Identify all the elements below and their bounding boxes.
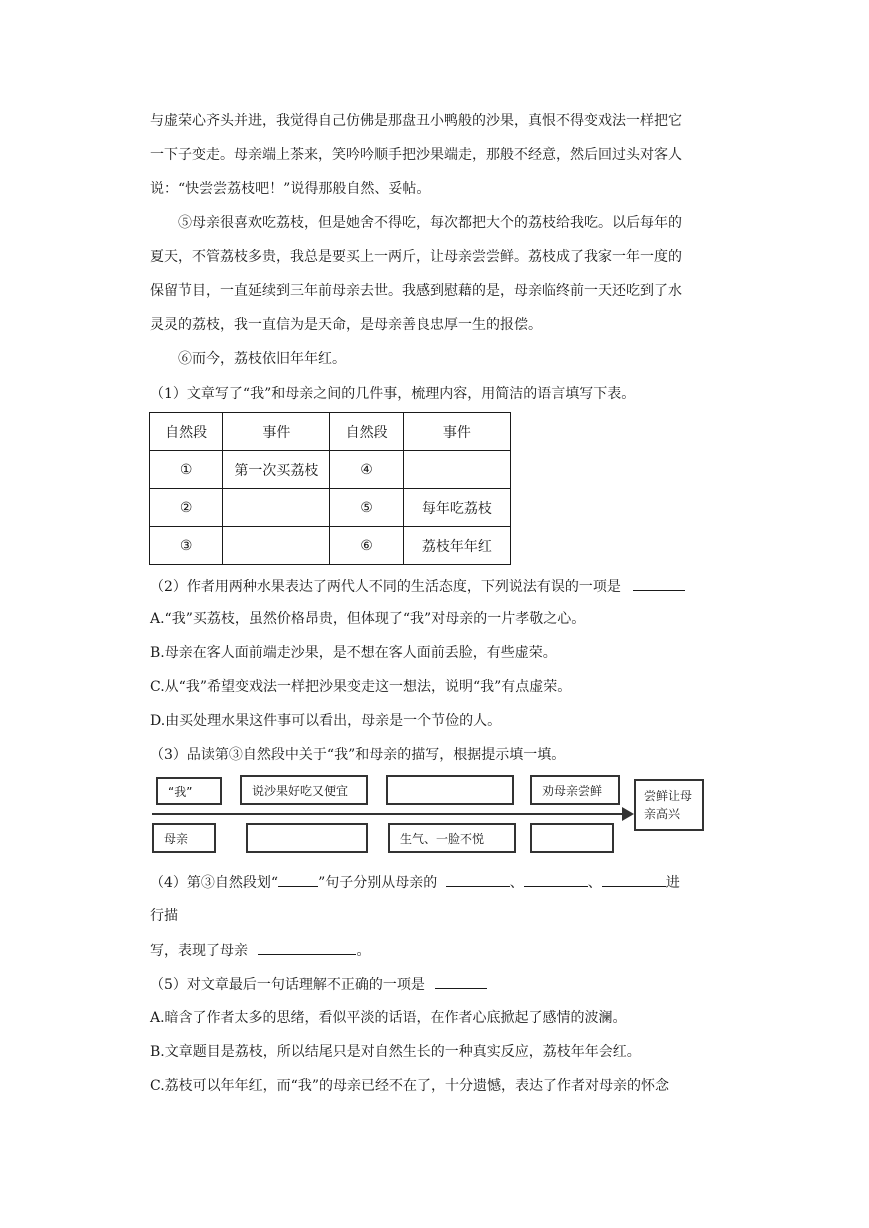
table-header-cell: 自然段 [150, 413, 223, 451]
passage-line: 一下子变走。母亲端上茶来，笑吟吟顺手把沙果端走，那般不经意，然后回过头对客人 [150, 147, 682, 163]
question-5-stem [150, 974, 487, 995]
question-3-stem: （3）品读第③自然段中关于“我”和母亲的描写，根据提示填一填。 [150, 747, 566, 763]
question-4-line3 [150, 940, 370, 961]
passage-line: 与虚荣心齐头并进，我觉得自己仿佛是那盘丑小鸭般的沙果，真恨不得变戏法一样把它 [150, 113, 682, 129]
table-cell: 荔枝年年红 [403, 527, 510, 565]
table-cell-blank[interactable] [223, 527, 330, 565]
passage-line: 保留节目，一直延续到三年前母亲去世。我感到慰藉的是，母亲临终前一天还吃到了水 [150, 283, 682, 299]
answer-blank[interactable] [258, 940, 356, 955]
passage-line: ⑤母亲很喜欢吃荔枝，但是她舍不得吃，每次都把大个的荔枝给我吃。以后每年的 [178, 215, 682, 231]
flow-box-mother-1-blank[interactable] [246, 823, 368, 853]
answer-blank[interactable] [602, 872, 666, 887]
separator: 、 [509, 875, 524, 891]
question-5-text: （5）对文章最后一句话理解不正确的一项是 [150, 977, 425, 993]
question-4-stem [150, 872, 680, 893]
flow-box-mother-2: 生气、一脸不悦 [388, 823, 516, 853]
option-c: C.荔枝可以年年红，而“我”的母亲已经不在了，十分遗憾，表达了作者对母亲的怀念 [150, 1078, 669, 1094]
table-cell: ④ [330, 451, 403, 489]
table-cell-blank[interactable] [223, 489, 330, 527]
answer-blank[interactable] [446, 872, 510, 887]
table-cell: ③ [150, 527, 223, 565]
flow-box-me-2-blank[interactable] [386, 775, 514, 805]
table-row [150, 527, 511, 565]
option-c: C.从“我”希望变戏法一样把沙果变走这一想法，说明“我”有点虚荣。 [150, 679, 572, 695]
option-b: B.母亲在客人面前端走沙果，是不想在客人面前丢脸，有些虚荣。 [150, 645, 557, 661]
flow-box-me-1: 说沙果好吃又便宜 [240, 775, 368, 805]
answer-blank[interactable] [435, 974, 487, 989]
separator: 、 [587, 875, 602, 891]
table-cell: ⑥ [330, 527, 403, 565]
question-2-text: （2）作者用两种水果表达了两代人不同的生活态度，下列说法有误的一项是 [150, 579, 621, 595]
events-table [149, 412, 511, 565]
flow-box-mother-3-blank[interactable] [530, 823, 614, 853]
table-header-row [150, 413, 511, 451]
question-4-part: 进 [665, 875, 680, 891]
option-a: A.暗含了作者太多的思绪，看似平淡的话语，在作者心底掀起了感情的波澜。 [150, 1010, 627, 1026]
option-b: B.文章题目是荔枝，所以结尾只是对自然生长的一种真实反应，荔枝年年会红。 [150, 1044, 641, 1060]
flow-arrow-line [152, 813, 626, 815]
passage-line: 灵灵的荔枝，我一直信为是天命，是母亲善良忠厚一生的报偿。 [150, 317, 542, 333]
question-4-part: ”句子分别从母亲的 [318, 875, 438, 891]
option-d: D.由买处理水果这件事可以看出，母亲是一个节俭的人。 [150, 713, 502, 729]
flow-box-result [634, 779, 704, 831]
table-row [150, 451, 511, 489]
question-2-stem [150, 576, 685, 597]
question-4-line2: 行描 [150, 908, 178, 924]
table-row [150, 489, 511, 527]
table-header-cell: 自然段 [330, 413, 403, 451]
question-4-part: 。 [356, 943, 371, 959]
arrow-right-icon [622, 807, 634, 821]
table-cell: ② [150, 489, 223, 527]
question-4-part: （4）第③自然段划“ [150, 875, 279, 891]
table-cell: 第一次买荔枝 [223, 451, 330, 489]
question-4-part: 写，表现了母亲 [150, 943, 248, 959]
answer-blank[interactable] [633, 576, 685, 591]
flow-box-me-3: 劝母亲尝鲜 [530, 775, 620, 805]
answer-blank[interactable] [278, 872, 318, 887]
table-cell: ⑤ [330, 489, 403, 527]
table-header-cell: 事件 [223, 413, 330, 451]
table-cell: 每年吃荔枝 [403, 489, 510, 527]
table-header-cell: 事件 [403, 413, 510, 451]
passage-line: 说：“快尝尝荔枝吧！”说得那般自然、妥帖。 [150, 181, 431, 197]
flow-result-text: 尝鲜让母亲高兴 [644, 789, 693, 821]
option-a: A.“我”买荔枝，虽然价格昂贵，但体现了“我”对母亲的一片孝敬之心。 [150, 611, 586, 627]
question-1-stem: （1）文章写了“我”和母亲之间的几件事，梳理内容，用简洁的语言填写下表。 [150, 386, 636, 402]
flow-diagram [150, 773, 706, 855]
passage-line: 夏天，不管荔枝多贵，我总是要买上一两斤，让母亲尝尝鲜。荔枝成了我家一年一度的 [150, 249, 682, 265]
flow-box-me: “我” [156, 777, 222, 805]
table-cell-blank[interactable] [403, 451, 510, 489]
passage-line: ⑥而今，荔枝依旧年年红。 [178, 351, 346, 367]
flow-box-mother: 母亲 [152, 823, 216, 853]
table-cell: ① [150, 451, 223, 489]
answer-blank[interactable] [524, 872, 588, 887]
